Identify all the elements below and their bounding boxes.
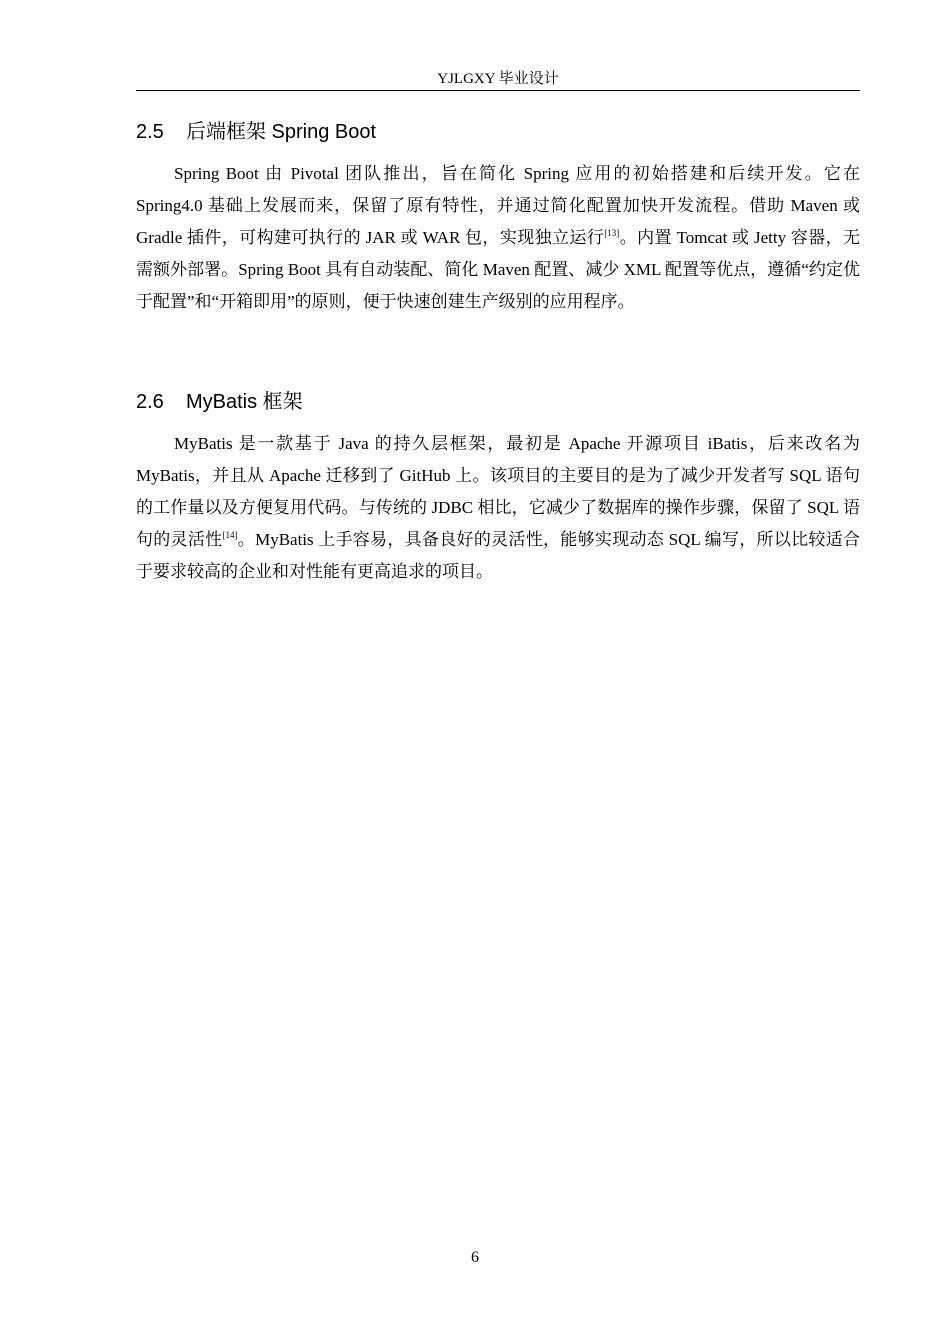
section-number: 2.6 bbox=[136, 391, 164, 413]
section-title: MyBatis 框架 bbox=[186, 391, 303, 413]
citation-ref[interactable]: [14] bbox=[222, 530, 238, 540]
section-title: 后端框架 Spring Boot bbox=[186, 121, 377, 143]
section-2-6 bbox=[136, 388, 860, 588]
paragraph-text: MyBatis 是一款基于 Java 的持久层框架，最初是 Apache 开源项目 iBatis，后来改名为 MyBatis，并且从 Apache 迁移到了 GitHub 上。该项目的主要目的是为了减少开发者写 SQL 语句的工作量以及方便复用代码。与传统的 JDBC 相比，它减少了数据库的操作步骤，保留了 SQL 语句的灵活性 bbox=[136, 434, 860, 549]
page-number: 6 bbox=[471, 1249, 479, 1266]
section-2-5 bbox=[136, 118, 860, 318]
citation-ref[interactable]: [13] bbox=[604, 228, 620, 238]
paragraph-text: 。内置 Tomcat 或 Jetty 容器，无需额外部署。Spring Boot 具有自动装配、简化 Maven 配置、减少 XML 配置等优点，遵循“约定优于配置”和“开箱即用”的原则，便于快速创建生产级别的应用程序。 bbox=[136, 228, 861, 311]
section-paragraph bbox=[136, 428, 860, 588]
paragraph-text: Spring Boot 由 Pivotal 团队推出，旨在简化 Spring 应用的初始搭建和后续开发。它在 Spring4.0 基础上发展而来，保留了原有特性，并通过简化配置加快开发流程。借助 Maven 或 Gradle 插件，可构建可执行的 JAR 或 WAR 包，实现独立运行 bbox=[136, 164, 860, 247]
section-number: 2.5 bbox=[136, 121, 164, 143]
page-header bbox=[136, 68, 860, 91]
header-title: YJLGXY 毕业设计 bbox=[437, 71, 559, 87]
section-heading bbox=[136, 118, 860, 146]
section-heading bbox=[136, 388, 860, 416]
section-paragraph bbox=[136, 158, 860, 318]
paragraph-text: 。MyBatis 上手容易，具备良好的灵活性，能够实现动态 SQL 编写，所以比较适合于要求较高的企业和对性能有更高追求的项目。 bbox=[136, 530, 861, 581]
